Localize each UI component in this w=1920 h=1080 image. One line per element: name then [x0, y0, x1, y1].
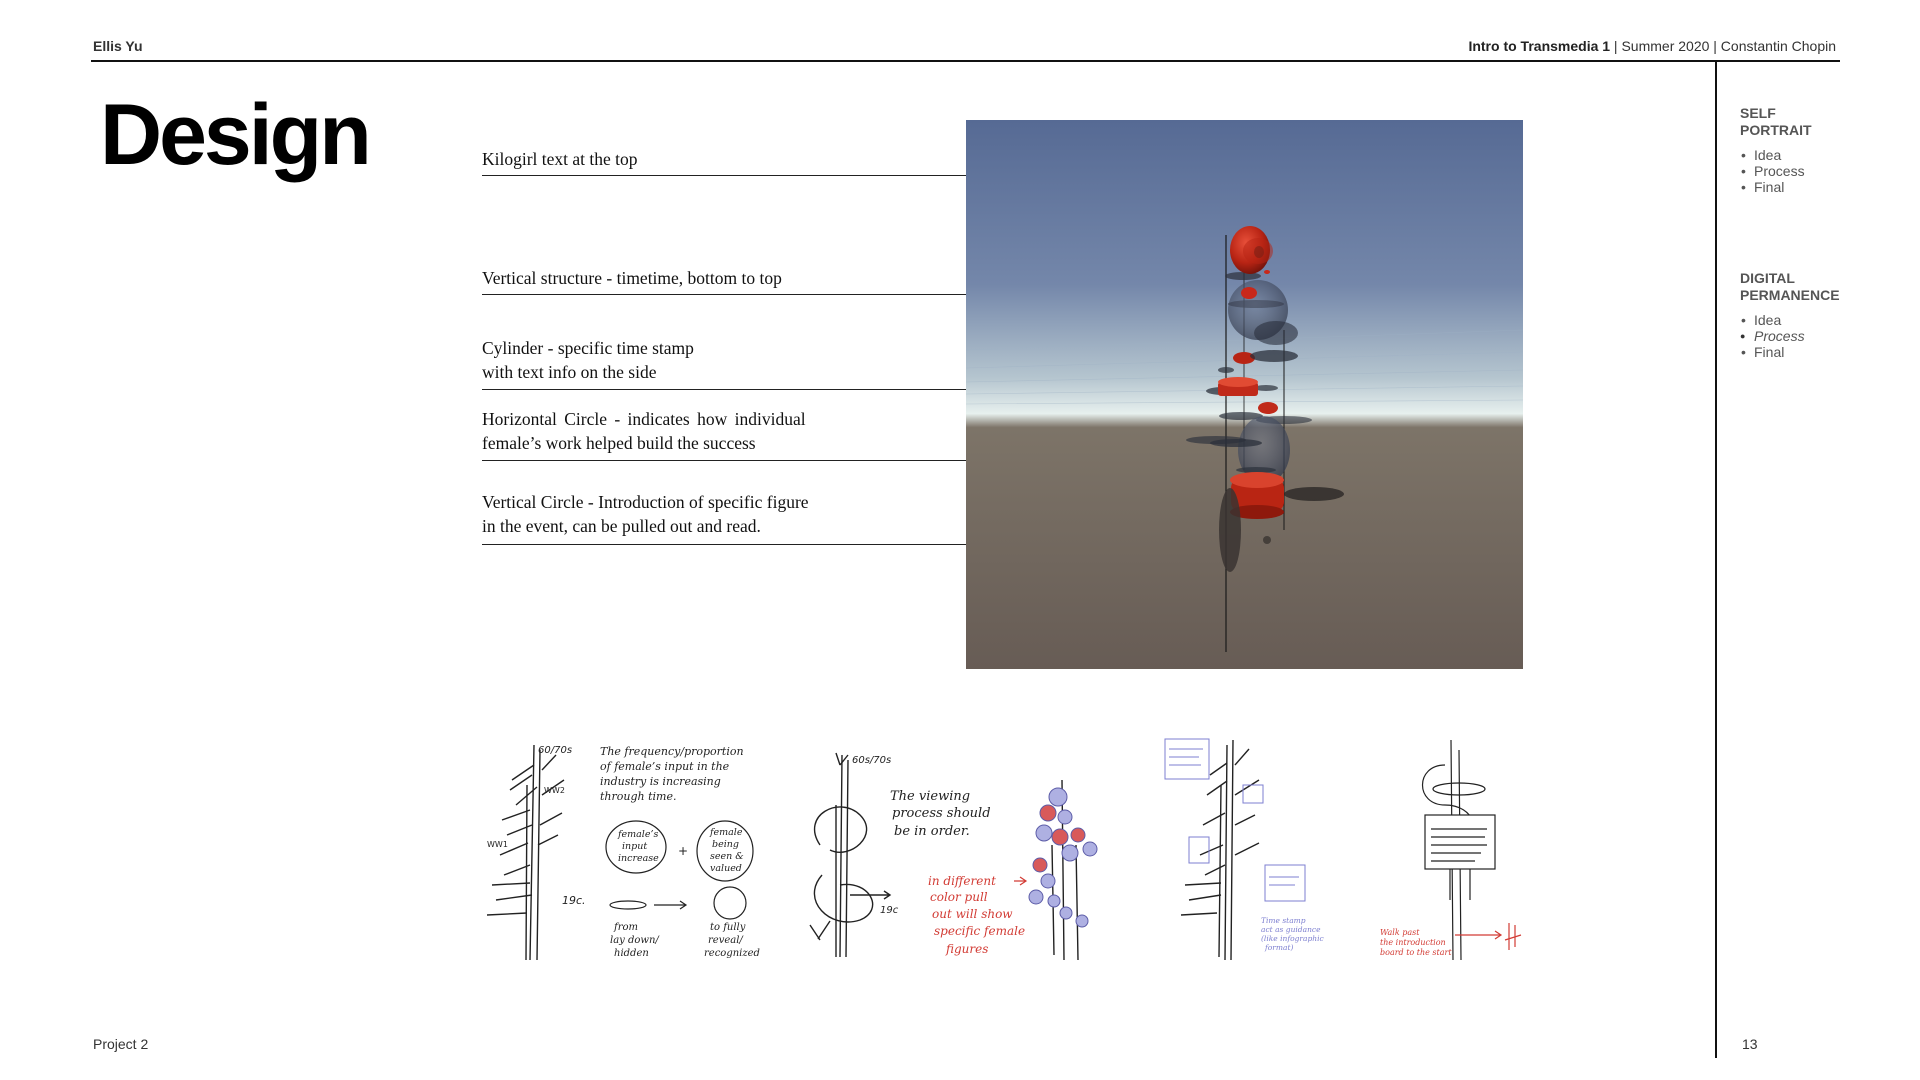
sketch-label-ww1: WW1: [487, 840, 508, 849]
red-note-line: the introduction: [1380, 938, 1446, 947]
sketch-viewing-process: [800, 725, 1100, 965]
red-note-line: in different: [928, 874, 996, 888]
horizontal-disc: [1250, 350, 1298, 362]
note-line: be in order.: [894, 824, 970, 839]
sphere-overlay: [1243, 238, 1273, 264]
caption-line: Vertical Circle - Introduction of specific figure: [482, 492, 809, 512]
note-line: industry is increasing: [600, 775, 721, 788]
sketch-note: [890, 789, 991, 839]
sketch-red-note: [1380, 928, 1452, 957]
course-term-instructor: | Summer 2020 | Constantin Chopin: [1610, 38, 1836, 54]
note-line: Time stamp: [1261, 916, 1306, 925]
caption-line: Kilogirl text at the top: [482, 149, 638, 169]
sketch-timeline-concept: [482, 725, 772, 965]
red-note-line: specific female: [934, 924, 1026, 938]
bubble-line: female’s: [618, 829, 659, 840]
sketch-label-bottom: 19c: [880, 905, 899, 916]
nav-item-idea[interactable]: • Idea: [1740, 147, 1860, 163]
sketch-label-ww2: WW2: [544, 786, 565, 795]
caption-line: Vertical structure - timetime, bottom to top: [482, 268, 782, 288]
from-line: from: [614, 922, 638, 933]
arrow: [654, 901, 686, 909]
stem-strokes: [1052, 780, 1078, 960]
note-line: The viewing: [890, 789, 971, 804]
section-heading: [1740, 105, 1860, 139]
note-line: through time.: [600, 790, 677, 803]
red-cylinder-top: [1218, 377, 1258, 387]
red-cylinder-small: [1241, 287, 1257, 299]
note-line: (like infographic: [1261, 934, 1324, 943]
course-info: [1468, 38, 1836, 54]
ground-shadow: [1284, 487, 1344, 501]
nav-item-process-active[interactable]: ● Process: [1740, 328, 1860, 344]
red-cylinder-top: [1230, 472, 1284, 488]
to-line: recognized: [704, 948, 760, 959]
heading-line: SELF: [1740, 105, 1776, 121]
sketch-drawing: [482, 725, 772, 965]
bubble-line: input: [622, 841, 648, 852]
red-note-line: board to the start: [1380, 948, 1452, 957]
vertical-circle: [1254, 321, 1298, 345]
nav-item-idea[interactable]: • Idea: [1740, 312, 1860, 328]
sketch-drawing: [1375, 725, 1535, 965]
horizontal-disc: [1186, 436, 1246, 444]
note-line: of female’s input in the: [600, 760, 730, 773]
unity-render-image: [966, 120, 1523, 669]
note-line: process should: [892, 806, 991, 821]
caption-vertical-circle: [482, 490, 809, 538]
tree-strokes: [487, 745, 564, 960]
page-title: Design: [100, 87, 369, 183]
course-title: Intro to Transmedia 1: [1468, 38, 1611, 54]
sketch-note: [600, 745, 744, 803]
caption-line: with text info on the side: [482, 362, 657, 382]
sketch-label-bottom: 19c.: [562, 894, 586, 907]
caption-vertical-structure: [482, 266, 782, 290]
red-marks: [1505, 923, 1521, 950]
sketch-label-top: 60/70s: [538, 745, 573, 756]
red-note-line: Walk past: [1380, 928, 1420, 937]
red-arrow: [1455, 931, 1501, 939]
spiral-strokes: [810, 753, 890, 957]
section-items: [1740, 147, 1860, 195]
ground-dot: [1263, 536, 1271, 544]
project-label: Project 2: [93, 1036, 149, 1052]
spiral-strokes: [1423, 740, 1496, 960]
sketch-timestamp-guidance: [1155, 725, 1324, 965]
nav-item-final[interactable]: • Final: [1740, 344, 1860, 360]
from-to-text: [610, 922, 760, 959]
red-cylinder-small: [1258, 402, 1278, 414]
page-number: 13: [1742, 1036, 1758, 1052]
caption-line: female’s work helped build the success: [482, 433, 756, 453]
small-red-disc: [1264, 270, 1270, 274]
plus-sign: +: [678, 844, 689, 858]
note-line: act as guidance: [1261, 925, 1321, 934]
red-note-line: out will show: [932, 907, 1013, 921]
shadow-disc: [1225, 272, 1261, 280]
nav-item-process[interactable]: • Process: [1740, 163, 1860, 179]
bubble-line: seen &: [710, 851, 744, 862]
from-line: hidden: [614, 948, 649, 959]
author-name: Ellis Yu: [93, 38, 143, 54]
horizontal-disc: [1218, 367, 1234, 373]
caption-kilogirl-text: [482, 147, 638, 171]
red-note-line: figures: [946, 942, 989, 956]
nav-item-final[interactable]: • Final: [1740, 179, 1860, 195]
note-line: The frequency/proportion: [600, 745, 744, 758]
tree-strokes: [1181, 740, 1259, 960]
section-items: [1740, 312, 1860, 360]
sidebar-divider: [1715, 62, 1717, 1058]
heading-line: PORTRAIT: [1740, 122, 1812, 138]
bubble-line: female: [710, 827, 743, 838]
to-line: to fully: [710, 922, 746, 933]
sidebar-section-digital-permanence: [1740, 270, 1860, 360]
red-arrow: [1014, 877, 1026, 885]
to-line: reveal/: [708, 935, 743, 946]
section-heading: [1740, 270, 1860, 304]
note-line: format): [1265, 943, 1294, 952]
bubble-line: increase: [618, 853, 659, 864]
heading-line: PERMANENCE: [1740, 287, 1840, 303]
full-circle: [714, 887, 746, 919]
red-note-line: color pull: [930, 890, 988, 904]
caption-line: Horizontal Circle - indicates how individual: [482, 409, 806, 429]
sidebar-section-self-portrait: [1740, 105, 1860, 195]
sketch-note: [1261, 916, 1324, 952]
flat-circle: [610, 901, 646, 909]
render-scene: [966, 120, 1523, 669]
sketch-label-top: 60s/70s: [852, 755, 892, 766]
sketch-drawing: [800, 725, 1100, 965]
vertical-circle-ground: [1219, 488, 1241, 572]
bubble-line: being: [712, 839, 739, 850]
sketch-drawing: [1155, 725, 1324, 965]
caption-line: in the event, can be pulled out and read.: [482, 516, 761, 536]
info-boards: [1165, 739, 1305, 901]
caption-horizontal-circle: [482, 407, 806, 455]
from-line: lay down/: [610, 935, 659, 946]
bubble-line: valued: [710, 863, 742, 874]
caption-cylinder: [482, 336, 694, 384]
sketch-red-note: [928, 874, 1025, 956]
caption-line: Cylinder - specific time stamp: [482, 338, 694, 358]
header-rule: [91, 60, 1840, 62]
heading-line: DIGITAL: [1740, 270, 1795, 286]
sketch-introduction-board: [1375, 725, 1535, 965]
